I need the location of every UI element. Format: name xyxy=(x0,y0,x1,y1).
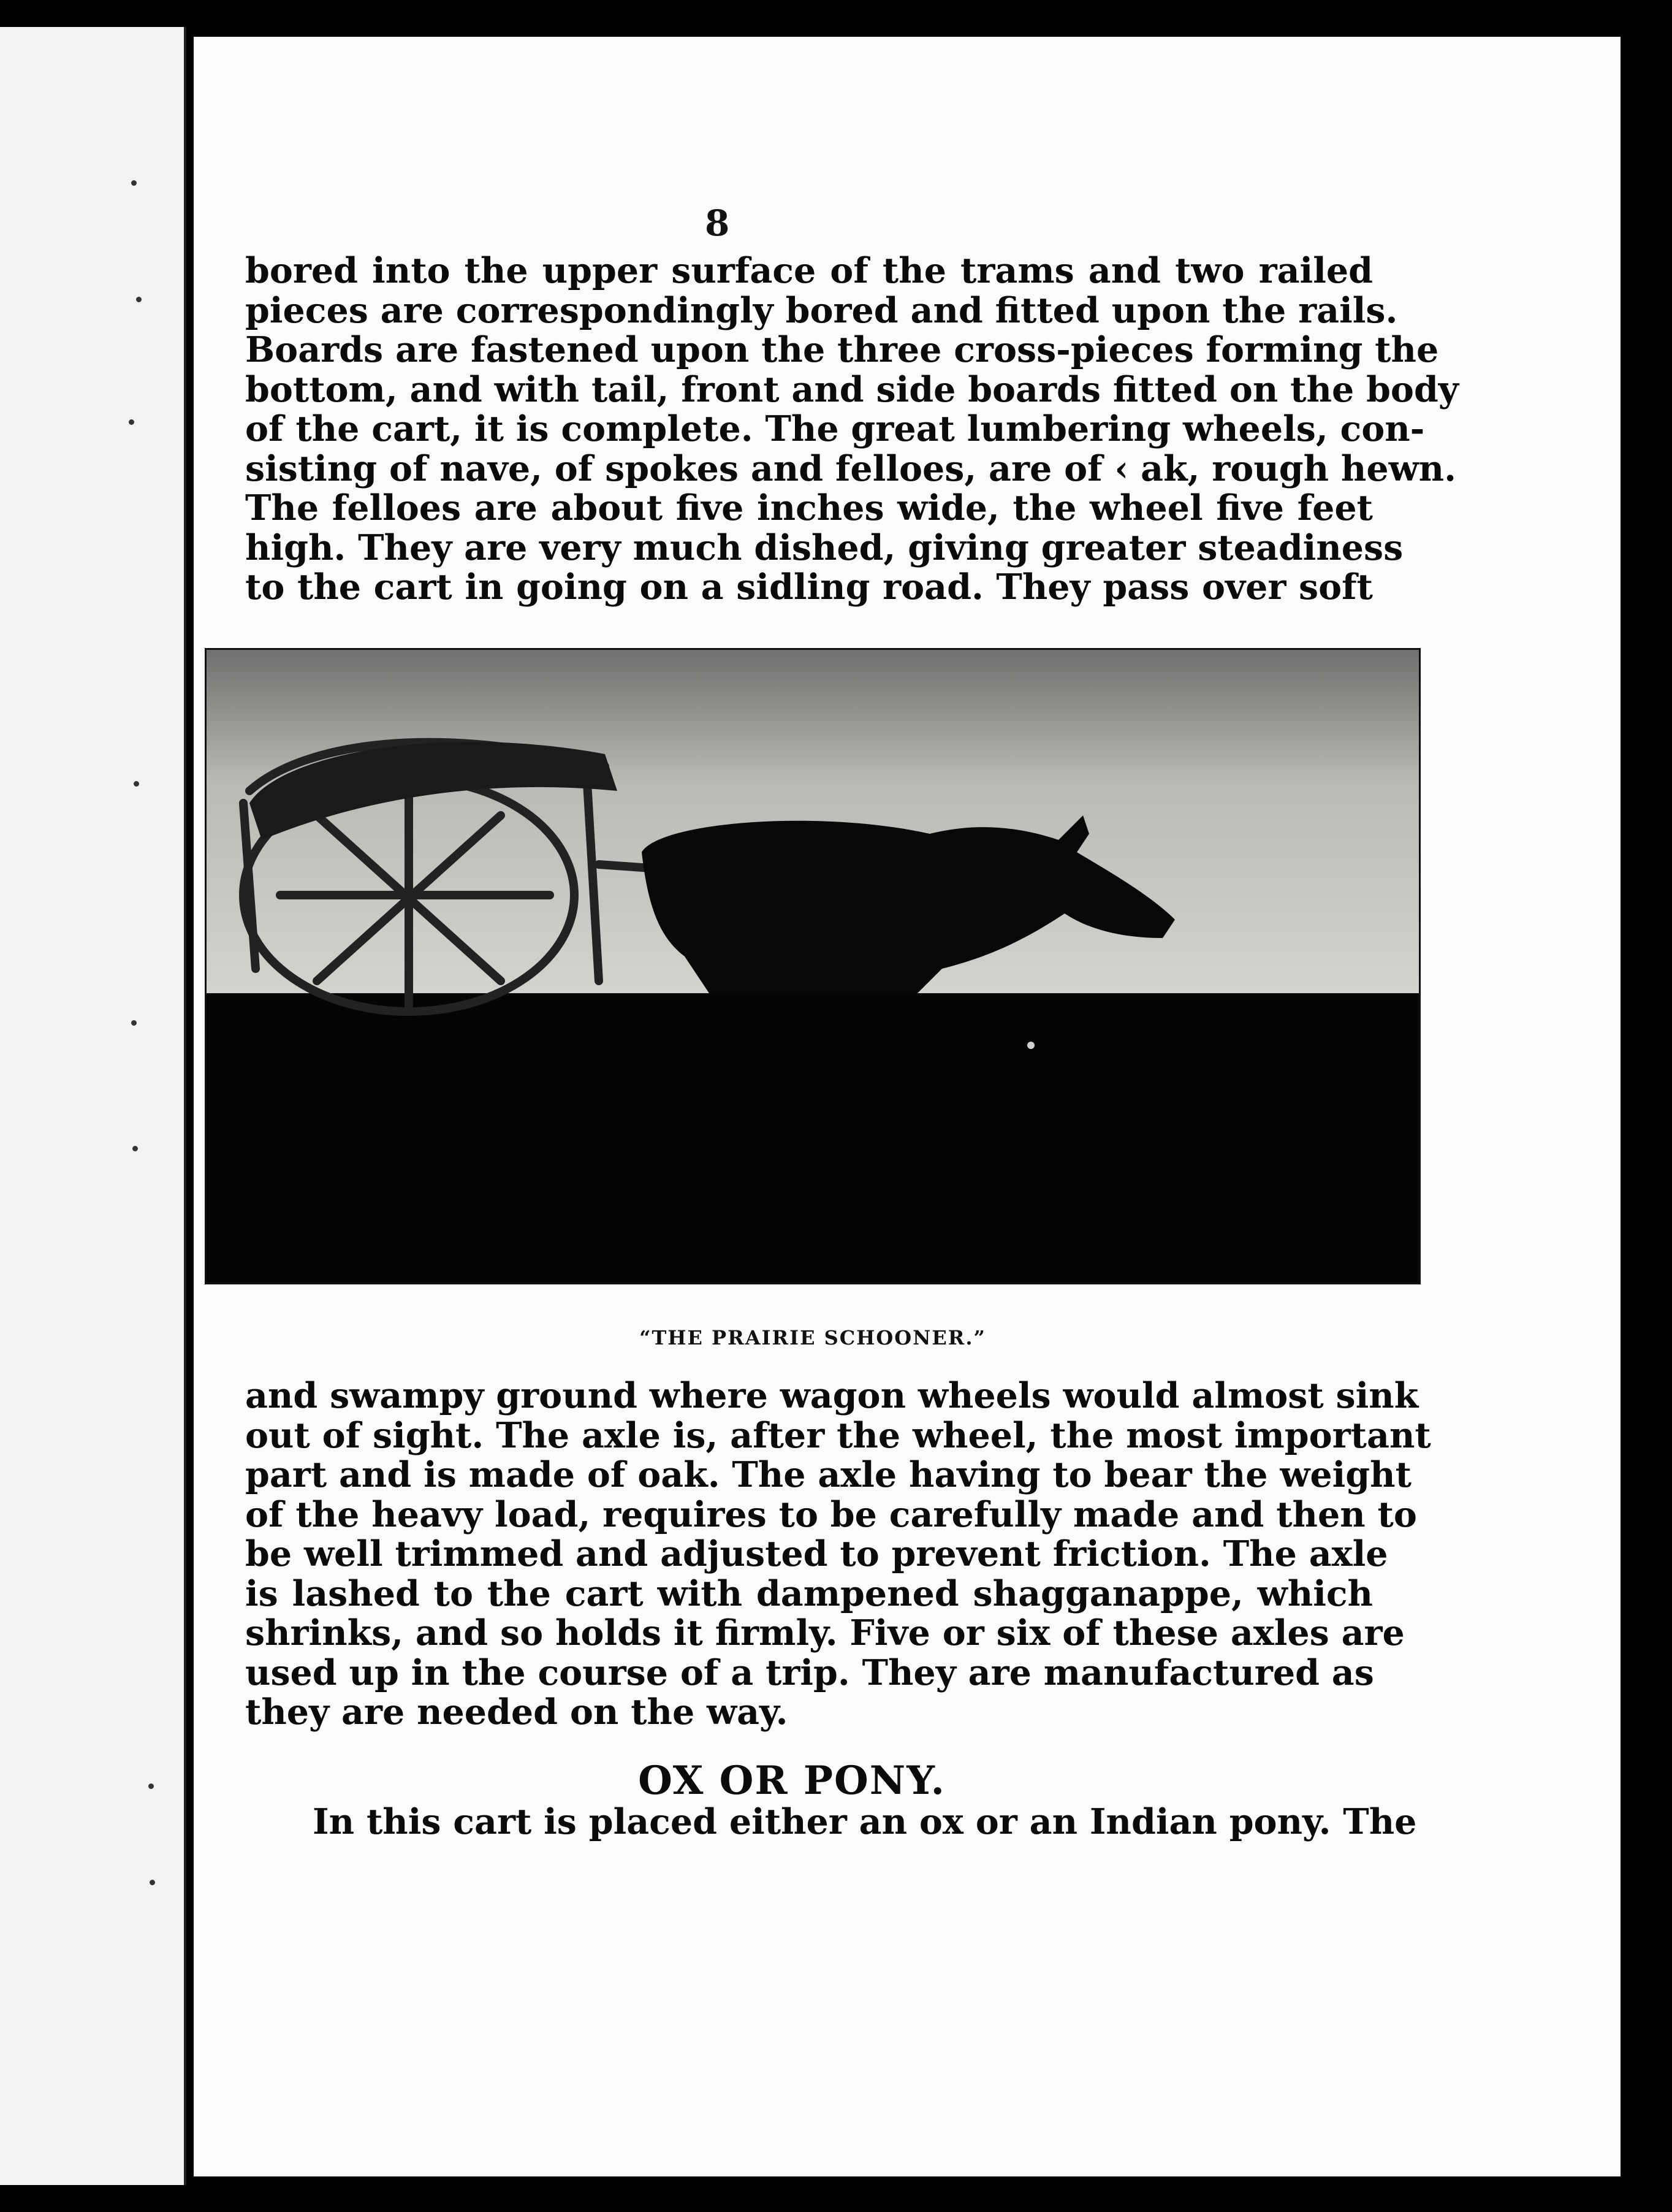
scan-speck xyxy=(134,781,139,787)
scan-speck xyxy=(131,180,137,186)
scan-speck xyxy=(132,1146,138,1151)
section-heading-text: OX OR PONY. xyxy=(638,1758,946,1804)
facing-page-edge xyxy=(0,27,186,2185)
text-line: and swampy ground where wagon wheels would almost sink xyxy=(245,1375,1419,1416)
paragraph-3 xyxy=(245,1801,1417,1842)
ox-cart-silhouette xyxy=(207,650,1419,1283)
text-line: high. They are very much dished, giving greater steadiness xyxy=(245,527,1404,568)
text-line: bored into the upper surface of the trams and two railed xyxy=(245,250,1373,291)
text-line: of the heavy load, requires to be carefully made and then to xyxy=(245,1493,1417,1535)
scan-speck xyxy=(136,297,142,302)
text-line: part and is made of oak. The axle having to bear the weight xyxy=(245,1454,1412,1495)
text-line: is lashed to the cart with dampened shagganappe, which xyxy=(245,1573,1373,1614)
text-line: bottom, and with tail, front and side boards fitted on the body xyxy=(245,368,1459,410)
section-heading xyxy=(0,1758,1672,1804)
page-number: 8 xyxy=(705,202,730,244)
figure-caption xyxy=(0,1326,1672,1349)
scan-speck xyxy=(131,1020,137,1026)
figure-caption-text: “THE PRAIRIE SCHOONER.” xyxy=(639,1326,986,1349)
paragraph-2 xyxy=(245,1375,1431,1733)
text-line: out of sight. The axle is, after the wheel, the most important xyxy=(245,1414,1431,1456)
text-line: Boards are fastened upon the three cross-pieces forming the xyxy=(245,329,1439,370)
text-line: used up in the course of a trip. They are manufactured as xyxy=(245,1652,1374,1693)
scan-speck xyxy=(150,1880,155,1885)
text-line: In this cart is placed either an ox or an Indian pony. The xyxy=(313,1801,1417,1842)
text-line: of the cart, it is complete. The great lumbering wheels, con- xyxy=(245,408,1425,449)
text-line: be well trimmed and adjusted to prevent friction. The axle xyxy=(245,1533,1388,1574)
text-line: to the cart in going on a sidling road. They pass over soft xyxy=(245,566,1373,608)
paragraph-1 xyxy=(245,250,1459,608)
text-line: pieces are correspondingly bored and fitted upon the rails. xyxy=(245,289,1398,331)
text-line: they are needed on the way. xyxy=(245,1691,788,1733)
text-line: shrinks, and so holds it firmly. Five or six of these axles are xyxy=(245,1612,1405,1653)
prairie-schooner-photo xyxy=(205,648,1421,1284)
scan-speck xyxy=(129,419,134,425)
text-line: The felloes are about five inches wide, the wheel five feet xyxy=(245,487,1373,528)
text-line: sisting of nave, of spokes and felloes, are of ‹ ak, rough hewn. xyxy=(245,448,1456,489)
